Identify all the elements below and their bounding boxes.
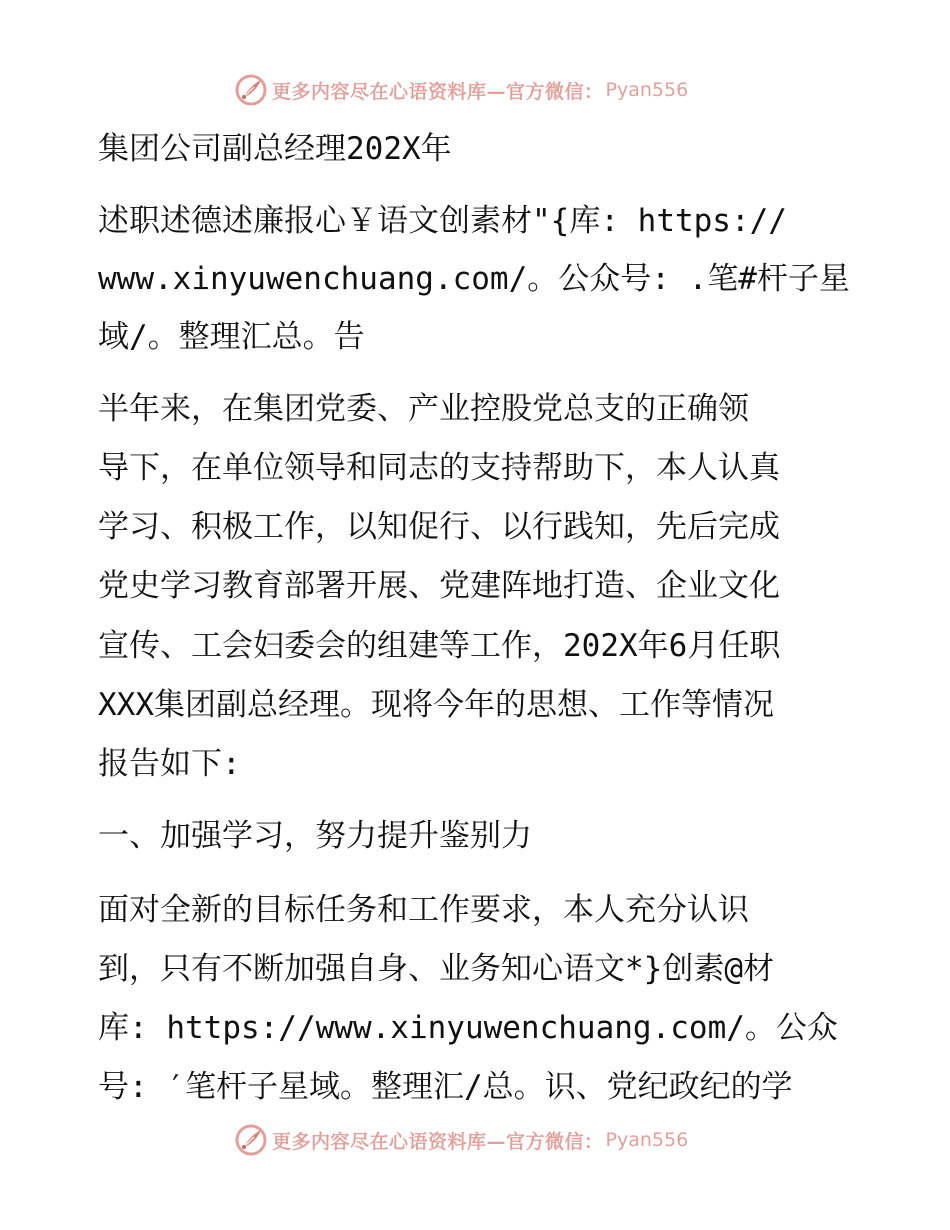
text-line: 库: https://www.xinyuwenchuang.com/。公众 xyxy=(98,1010,838,1046)
text-line: 面对全新的目标任务和工作要求，本人充分认识 xyxy=(98,892,749,928)
text-line: 宣传、工会妇委会的组建等工作，202X年6月任职 xyxy=(98,628,781,664)
watermark-text: 更多内容尽在心语资料库—官方微信： xyxy=(272,1130,604,1153)
section-heading: 一、加强学习，努力提升鉴别力 xyxy=(98,818,532,854)
text-line: 学习、积极工作，以知促行、以行践知，先后完成 xyxy=(98,509,780,545)
feather-quill-icon xyxy=(234,1123,268,1157)
text-line: XXX集团副总经理。现将今年的思想、工作等情况 xyxy=(98,687,774,723)
text-line: 域/。整理汇总。告 xyxy=(98,319,365,355)
text-line: 集团公司副总经理202X年 xyxy=(98,131,452,167)
watermark-banner-bottom xyxy=(234,1122,688,1158)
text-line: 党史学习教育部署开展、党建阵地打造、企业文化 xyxy=(98,568,780,604)
text-line: www.xinyuwenchuang.com/。公众号: .笔#杆子星 xyxy=(98,261,850,297)
text-line: 导下，在单位领导和同志的支持帮助下，本人认真 xyxy=(98,450,780,486)
text-line: 半年来，在集团党委、产业控股党总支的正确领 xyxy=(98,391,749,427)
text-line: 报告如下: xyxy=(98,746,241,782)
text-line: 述职述德述廉报心￥语文创素材"{库: https:// xyxy=(98,203,787,239)
watermark-wechat-id: Pyan556 xyxy=(605,79,689,101)
text-line: 到，只有不断加强自身、业务知心语文*}创素@材 xyxy=(98,951,774,987)
watermark-text: 更多内容尽在心语资料库—官方微信： xyxy=(272,80,604,103)
feather-quill-icon xyxy=(234,73,268,107)
watermark-wechat-id: Pyan556 xyxy=(605,1129,689,1151)
watermark-banner-top xyxy=(234,72,688,108)
text-line: 号: ′笔杆子星域。整理汇/总。识、党纪政纪的学 xyxy=(98,1069,793,1105)
